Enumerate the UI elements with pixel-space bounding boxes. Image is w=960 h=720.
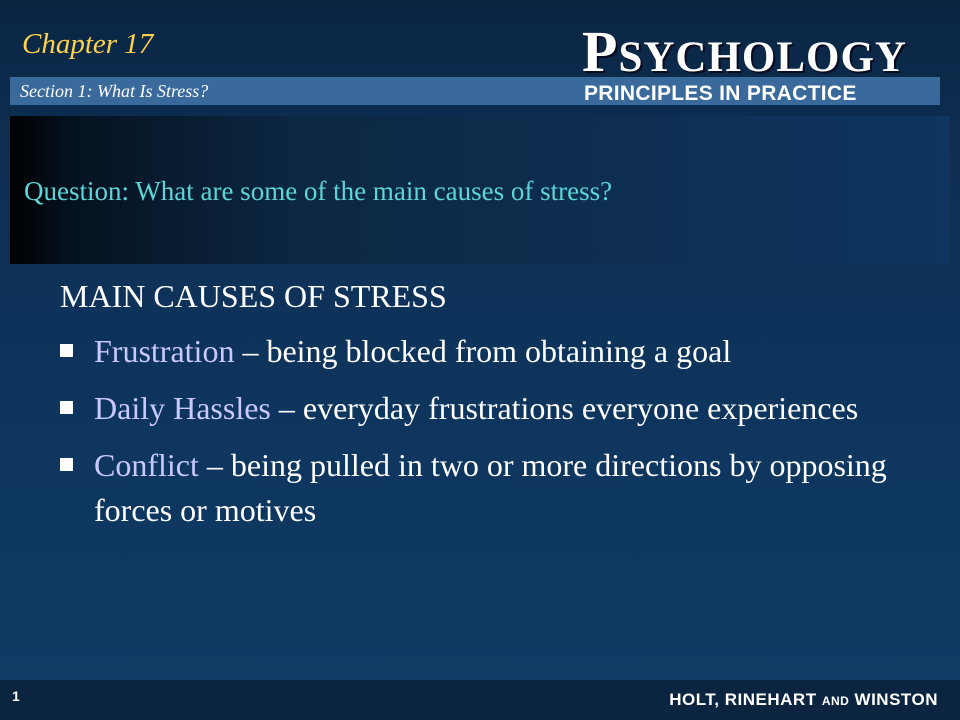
question-text: Question: What are some of the main causes of stress?: [24, 176, 613, 206]
chapter-title: Chapter 17: [22, 28, 154, 60]
publisher-part-b: WINSTON: [849, 690, 938, 709]
publisher-part-a: HOLT, RINEHART: [669, 690, 822, 709]
slide-content: [60, 278, 920, 545]
bullet-definition: – being blocked from obtaining a goal: [234, 333, 732, 369]
brand-logo: [582, 18, 907, 85]
brand-subtitle: PRINCIPLES IN PRACTICE: [584, 82, 857, 105]
bullet-term: Conflict: [94, 447, 199, 483]
bullet-list: [60, 329, 920, 533]
publisher-and: AND: [821, 694, 850, 708]
brand-rest: SYCHOLOGY: [618, 34, 907, 81]
section-title: Section 1: What Is Stress?: [20, 81, 209, 101]
publisher-name: [669, 690, 938, 710]
bullet-item: [60, 443, 920, 533]
square-bullet-icon: [60, 458, 73, 471]
square-bullet-icon: [60, 344, 73, 357]
bullet-definition: – everyday frustrations everyone experiences: [270, 390, 859, 426]
brand-initial: P: [582, 19, 619, 84]
bullet-definition: – being pulled in two or more directions by opposing forces or motives: [94, 447, 887, 528]
bullet-term: Frustration: [94, 333, 235, 369]
bullet-item: [60, 329, 920, 374]
square-bullet-icon: [60, 401, 73, 414]
bullet-item: [60, 386, 920, 431]
content-heading: MAIN CAUSES OF STRESS: [60, 278, 447, 314]
page-number: 1: [12, 688, 20, 704]
bullet-term: Daily Hassles: [94, 390, 271, 426]
